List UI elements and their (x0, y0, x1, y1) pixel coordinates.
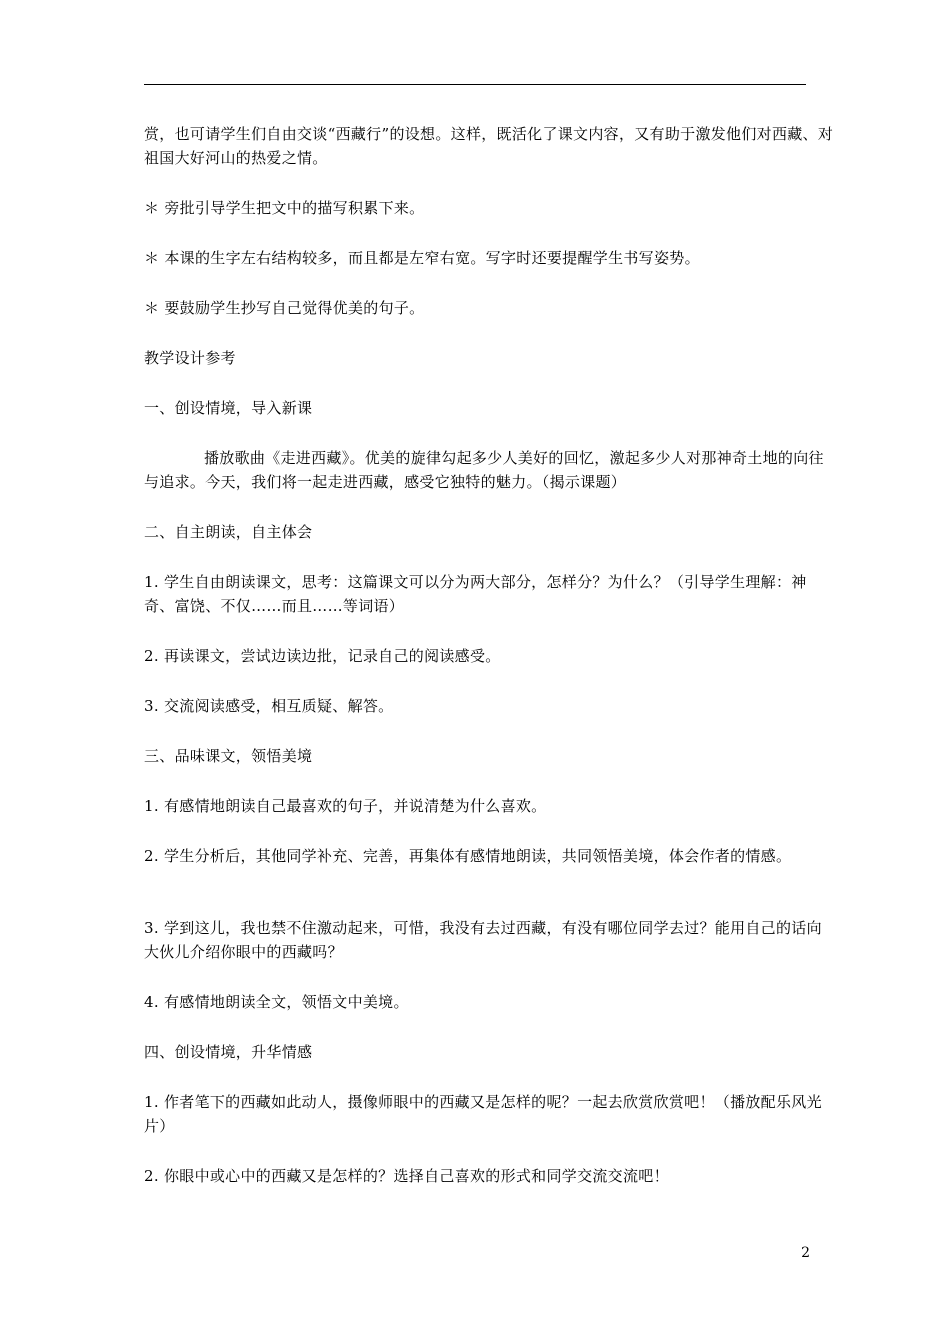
paragraph: 播放歌曲《走进西藏》。优美的旋律勾起多少人美好的回忆，激起多少人对那神奇土地的向往与追求。今天，我们将一起走进西藏，感受它独特的魅力。（揭示课题） (144, 449, 824, 491)
list-item: 2. 你眼中或心中的西藏又是怎样的？选择自己喜欢的形式和同学交流交流吧！ (144, 1167, 669, 1185)
bullet-item: ＊ 要鼓励学生抄写自己觉得优美的句子。 (144, 299, 425, 317)
list-item: 2. 学生分析后，其他同学补充、完善，再集体有感情地朗读，共同领悟美境，体会作者的情感。 (144, 847, 792, 865)
list-item: 1. 作者笔下的西藏如此动人，摄像师眼中的西藏又是怎样的呢？一起去欣赏欣赏吧！（播放配乐风光片） (144, 1093, 822, 1135)
list-item: 1. 学生自由朗读课文，思考：这篇课文可以分为两大部分，怎样分？为什么？（引导学生理解：神奇、富饶、不仅……而且……等词语） (144, 573, 807, 615)
bullet-item: ＊ 本课的生字左右结构较多，而且都是左窄右宽。写字时还要提醒学生书写姿势。 (144, 249, 700, 267)
bullet-item: ＊ 旁批引导学生把文中的描写积累下来。 (144, 199, 425, 217)
paragraph-continuation: 赏，也可请学生们自由交谈“西藏行”的设想。这样，既活化了课文内容，又有助于激发他们对西藏、对祖国大好河山的热爱之情。 (144, 125, 834, 167)
header-rule (144, 84, 806, 85)
list-item: 1. 有感情地朗读自己最喜欢的句子，并说清楚为什么喜欢。 (144, 797, 547, 815)
section-heading: 教学设计参考 (144, 349, 236, 367)
list-item: 3. 学到这儿，我也禁不住激动起来，可惜，我没有去过西藏，有没有哪位同学去过？能用自己的话向大伙儿介绍你眼中的西藏吗？ (144, 919, 822, 961)
list-item: 2. 再读课文，尝试边读边批，记录自己的阅读感受。 (144, 647, 501, 665)
section-heading: 二、自主朗读，自主体会 (144, 523, 313, 541)
page-number: 2 (801, 1245, 810, 1261)
list-item: 4. 有感情地朗读全文，领悟文中美境。 (144, 993, 409, 1011)
section-heading: 一、创设情境，导入新课 (144, 399, 313, 417)
section-heading: 四、创设情境，升华情感 (144, 1043, 313, 1061)
document-body (144, 122, 834, 1214)
list-item: 3. 交流阅读感受，相互质疑、解答。 (144, 697, 394, 715)
section-heading: 三、品味课文，领悟美境 (144, 747, 313, 765)
